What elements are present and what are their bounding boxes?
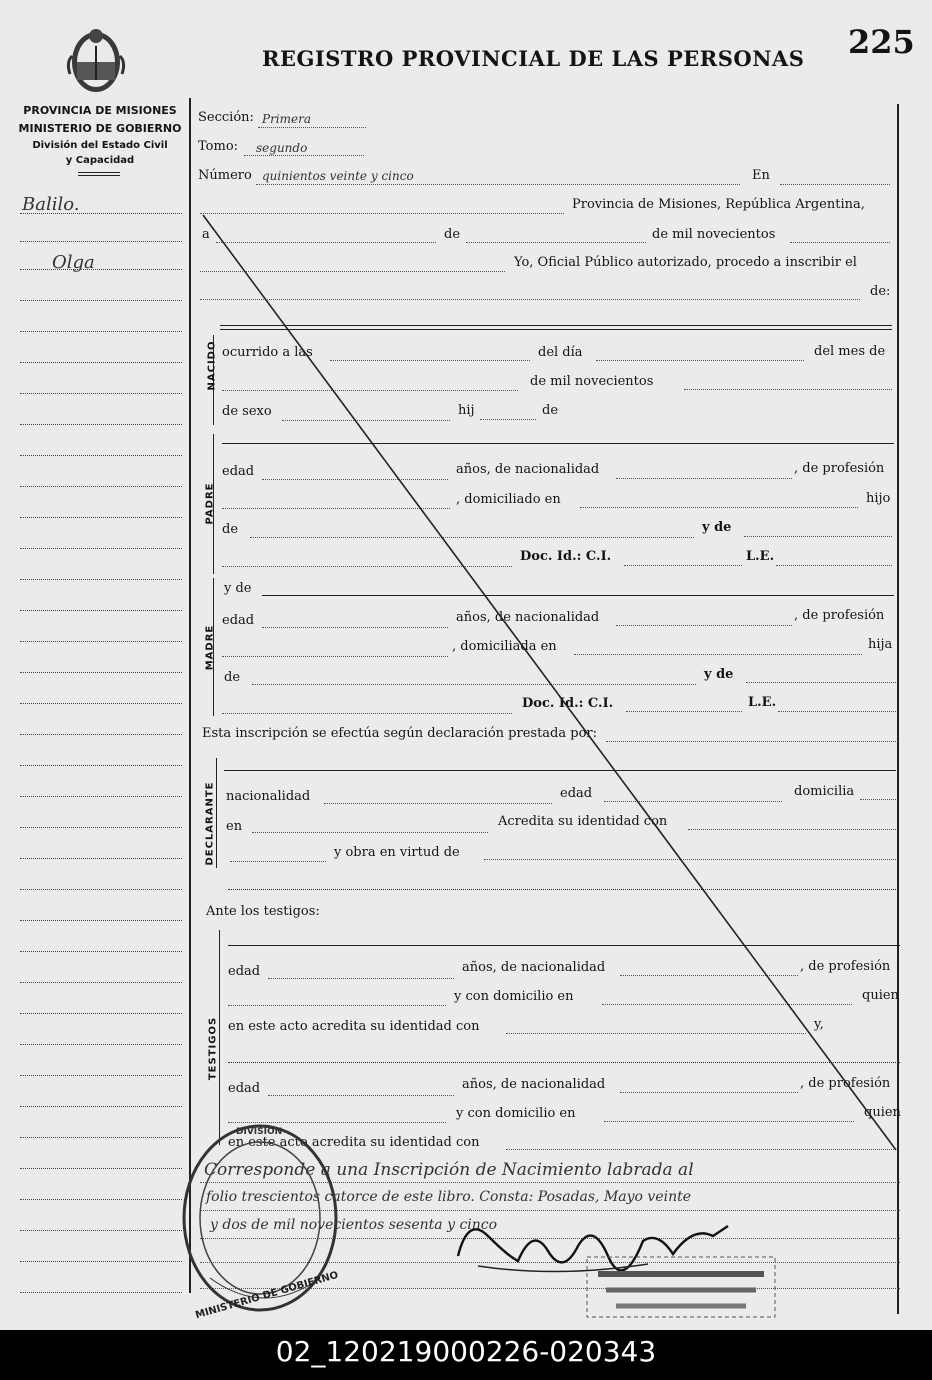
declarante-domicilia-label: domicilia xyxy=(794,784,855,799)
padre-profesion-label: , de profesión xyxy=(794,461,885,476)
padre-edad-label: edad xyxy=(222,464,255,479)
document-title: REGISTRO PROVINCIAL DE LAS PERSONAS xyxy=(262,46,805,71)
del-mes-label: del mes de xyxy=(814,344,886,359)
padre-hijo-label: hijo xyxy=(866,491,891,506)
testigos-label: TESTIGOS xyxy=(207,1016,219,1081)
provincia-text: Provincia de Misiones, República Argentina, xyxy=(572,197,865,212)
nacido-de-label: de xyxy=(542,403,559,418)
madre-y-de-label: y de xyxy=(704,667,734,682)
testigo2-profesion-label: , de profesión xyxy=(800,1076,891,1091)
en-label: En xyxy=(752,168,770,183)
madre-profesion-label: , de profesión xyxy=(794,608,885,623)
padre-label: PADRE xyxy=(204,482,216,525)
annotation-line-1: Corresponde a una Inscripción de Nacimiento labrada al xyxy=(204,1160,694,1180)
padre-le-label: L.E. xyxy=(746,549,775,564)
annotation-line-3: y dos de mil novecientos sesenta y cinco xyxy=(210,1217,498,1233)
numero-value: quinientos veinte y cinco xyxy=(262,169,414,183)
madre-hija-label: hija xyxy=(868,637,893,652)
declarante-en-label: en xyxy=(226,819,243,834)
testigo1-domicilio-label: y con domicilio en xyxy=(454,989,574,1004)
declarante-edad-label: edad xyxy=(560,786,593,801)
testigo1-quien-label: quien xyxy=(862,988,899,1003)
rectangular-stamp xyxy=(586,1256,776,1318)
tomo-value: segundo xyxy=(256,141,308,155)
del-dia-label: del día xyxy=(538,345,583,360)
testigo2-edad-label: edad xyxy=(228,1081,261,1096)
annotation-line-2: folio trescientos catorce de este libro. Consta: Posadas, Mayo veinte xyxy=(206,1189,692,1205)
seccion-label: Sección: xyxy=(198,110,254,125)
hij-label: hij xyxy=(458,403,475,418)
madre-de-label: de xyxy=(224,670,241,685)
testigo1-nac-label: años, de nacionalidad xyxy=(462,960,606,975)
tomo-label: Tomo: xyxy=(198,139,239,154)
madre-label: MADRE xyxy=(204,624,216,671)
declarante-intro: Esta inscripción se efectúa según declaración prestada por: xyxy=(202,726,597,741)
de-mil-label: de mil novecientos xyxy=(652,227,776,242)
madre-le-label: L.E. xyxy=(748,695,777,710)
padre-nac-label: años, de nacionalidad xyxy=(456,462,600,477)
testigo1-edad-label: edad xyxy=(228,964,261,979)
madre-edad-label: edad xyxy=(222,613,255,628)
madre-y-de-top-label: y de xyxy=(224,581,252,596)
testigo2-nac-label: años, de nacionalidad xyxy=(462,1077,606,1092)
declarante-label: DECLARANTE xyxy=(204,781,216,866)
numero-label: Número xyxy=(198,168,252,183)
padre-domicilio-label: , domiciliado en xyxy=(456,492,561,507)
madre-domicilio-label: , domiciliada en xyxy=(452,639,557,654)
margin-surname: Balilo. xyxy=(22,194,80,215)
de-colon-label: de: xyxy=(870,284,891,299)
stamp-top-text: DIVISION xyxy=(236,1127,283,1137)
a-label: a xyxy=(202,227,210,242)
declarante-nac-label: nacionalidad xyxy=(226,789,311,804)
page-number: 225 xyxy=(848,23,915,61)
testigo2-quien-label: quien xyxy=(864,1105,901,1120)
padre-y-de-label: y de xyxy=(702,520,732,535)
testigo2-domicilio-label: y con domicilio en xyxy=(456,1106,576,1121)
ministry-label: MINISTERIO DE GOBIERNO xyxy=(18,122,182,135)
madre-doc-label: Doc. Id.: C.I. xyxy=(522,696,614,711)
testigo1-profesion-label: , de profesión xyxy=(800,959,891,974)
testigo1-acredita-label: en este acto acredita su identidad con xyxy=(228,1019,480,1034)
testigo2-acredita-label: en este acto acredita su identidad con xyxy=(228,1135,480,1150)
testigos-intro: Ante los testigos: xyxy=(206,904,320,919)
de-label: de xyxy=(444,227,461,242)
testigo-y-label: y, xyxy=(814,1017,824,1032)
nacido-label: NACIDO xyxy=(206,340,218,391)
declarante-obra-label: y obra en virtud de xyxy=(334,845,460,860)
division-label-2: y Capacidad xyxy=(65,155,135,166)
ocurrido-label: ocurrido a las xyxy=(222,345,313,360)
padre-de-label: de xyxy=(222,522,239,537)
stamp-bottom-text: MINISTERIO DE GOBIERNO xyxy=(194,1269,340,1322)
madre-nac-label: años, de nacionalidad xyxy=(456,610,600,625)
footer-code: 02_120219000226-020343 xyxy=(275,1335,657,1368)
declarante-acredita-label: Acredita su identidad con xyxy=(498,814,668,829)
province-label: PROVINCIA DE MISIONES xyxy=(23,104,177,117)
division-label-1: División del Estado Civil xyxy=(32,140,168,151)
padre-doc-label: Doc. Id.: C.I. xyxy=(520,549,612,564)
seccion-value: Primera xyxy=(262,112,312,126)
de-mil-nacido-label: de mil novecientos xyxy=(530,374,654,389)
sexo-label: de sexo xyxy=(222,404,272,419)
footer-bar xyxy=(0,1330,932,1380)
yo-text: Yo, Oficial Público autorizado, procedo a inscribir el xyxy=(514,255,857,270)
margin-name: Olga xyxy=(52,252,95,273)
